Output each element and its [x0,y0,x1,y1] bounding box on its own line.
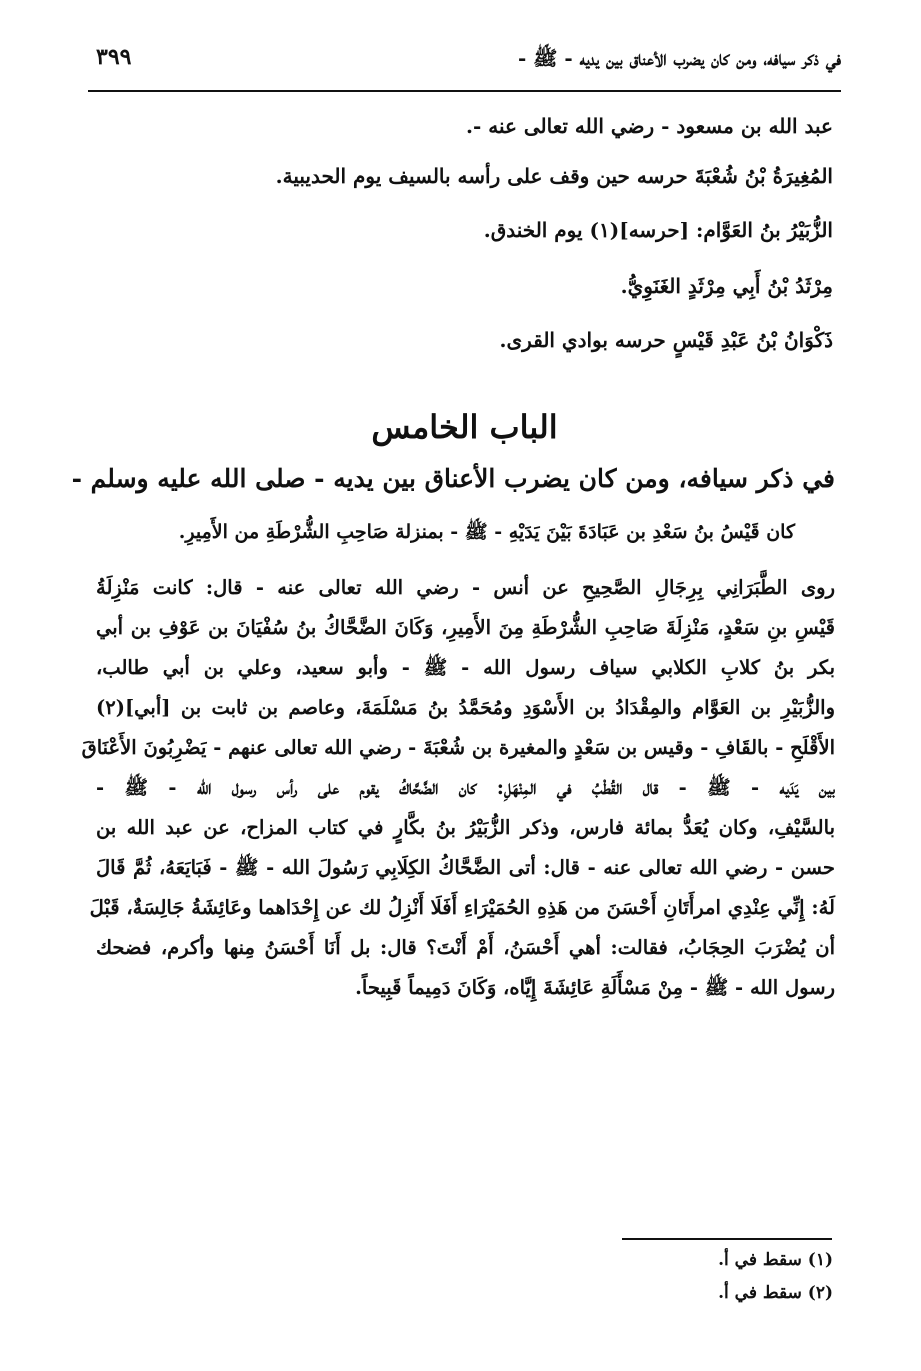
footnote-separator [622,1238,832,1240]
body-line: أن يُضْرَبَ الحِجَابُ، فقالت: أهي أَحْسَنُ، أَمْ أَنْتَ؟ قال: بل أَنَا أَحْسَنُ مِنها وأكرم، فضحك [96,936,835,959]
list-item-dhakwan: ذَكْوَانُ بْنُ عَبْدِ قَيْسٍ حرسه بوادي القرى. [499,328,833,352]
body-line-last: رسول الله - ﷺ - مِنْ مَسْأَلَةِ عَائِشَةَ إِيَّاه، وَكَانَ دَمِيماً قَبِيحاً. [355,976,835,999]
body-line: روى الطَّبَرَانِي بِرِجَالِ الصَّحِيحِ عن أنس - رضي الله تعالى عنه - قال: كانت مَنْزِلَةُ [96,576,835,599]
list-item-marthad: مِرْثَدُ بْنُ أَبِي مِرْثَدٍ الغَنَوِيُّ. [620,274,833,298]
list-item-zubayr: الزُّبَيْرُ بنُ العَوَّام: [حرسه](١) يوم الخندق. [483,218,833,242]
body-line: بالسَّيْفِ، وكان يُعَدُّ بمائة فارس، وذكر الزُّبَيْرُ بنُ بكَّارٍ في كتاب المزاح، عن عبد الله بن [96,816,835,839]
running-header [88,38,841,92]
body-line: لَهُ: إِنِّي عِنْدِي امرأَتَانِ أَحْسَنَ من هَذِهِ الحُمَيْرَاءِ أَفَلَا أَنْزِلُ لك عن إِحْدَاهما وعَائِشَةُ جَالِسَةٌ، قَبْلَ [89,896,835,919]
body-line: حسن - رضي الله تعالى عنه - قال: أتى الضَّحَّاكُ الكِلَابِي رَسُولَ الله - ﷺ - فَبَايَعَهُ، ثُمَّ قَالَ [96,856,835,879]
footnote-2: (٢) سقط في أ. [718,1283,833,1303]
running-header-title: في ذكر سيافه، ومن كان يضرب الأعناق بين يديه - ﷺ - [517,46,841,70]
body-line: الأَقْلَحِ - بالقَافِ - وقيس بن سَعْدٍ والمغيرة بن شُعْبَةَ - رضي الله تعالى عنهم - يَضْرِبُونَ الأَعْنَاقَ [81,736,835,759]
page-number: ٣٩٩ [96,44,132,70]
footnote-1: (١) سقط في أ. [718,1250,833,1270]
body-line: والزُّبَيْرِ بن العَوَّام والمِقْدَادُ بن الأَسْوَدِ ومُحَمَّدُ بنُ مَسْلَمَةَ، وعاصم بن ثابت بن [أبي](٢) [96,696,835,719]
chapter-title: الباب الخامس [371,408,558,446]
body-line: قَيْسِ بنِ سَعْدٍ، مَنْزِلَةَ صَاحِبِ الشُّرْطَةِ مِنَ الأَمِيرِ، وَكَانَ الضَّحَّاكُ بنُ سُفْيَانَ بن عَوْفِ بن أبي [96,616,835,639]
list-item-ibn-masud: عبد الله بن مسعود - رضي الله تعالى عنه -. [466,114,833,138]
chapter-subtitle: في ذكر سيافه، ومن كان يضرب الأعناق بين يديه - صلى الله عليه وسلم - [71,464,835,493]
chapter-intro: كان قَيْسُ بنُ سَعْدِ بن عَبَادَةَ بَيْنَ يَدَيْهِ - ﷺ - بمنزلة صَاحِبِ الشُّرْطَةِ من الأَمِيرِ. [178,521,795,543]
list-item-mughira: المُغِيرَةُ بْنُ شُعْبَةَ حرسه حين وقف على رأسه بالسيف يوم الحديبية. [275,164,833,188]
body-line: بكر بنُ كلابِ الكلابي سياف رسول الله - ﷺ - وأبو سعيد، وعلي بن أبي طالب، [96,656,835,679]
body-line: بين يَدَيه - ﷺ - قال القُطْبُ في المِنْهَلِ: كان الضَّحَّاكُ يقوم على رأس رسول الله - ﷺ - [96,776,835,799]
